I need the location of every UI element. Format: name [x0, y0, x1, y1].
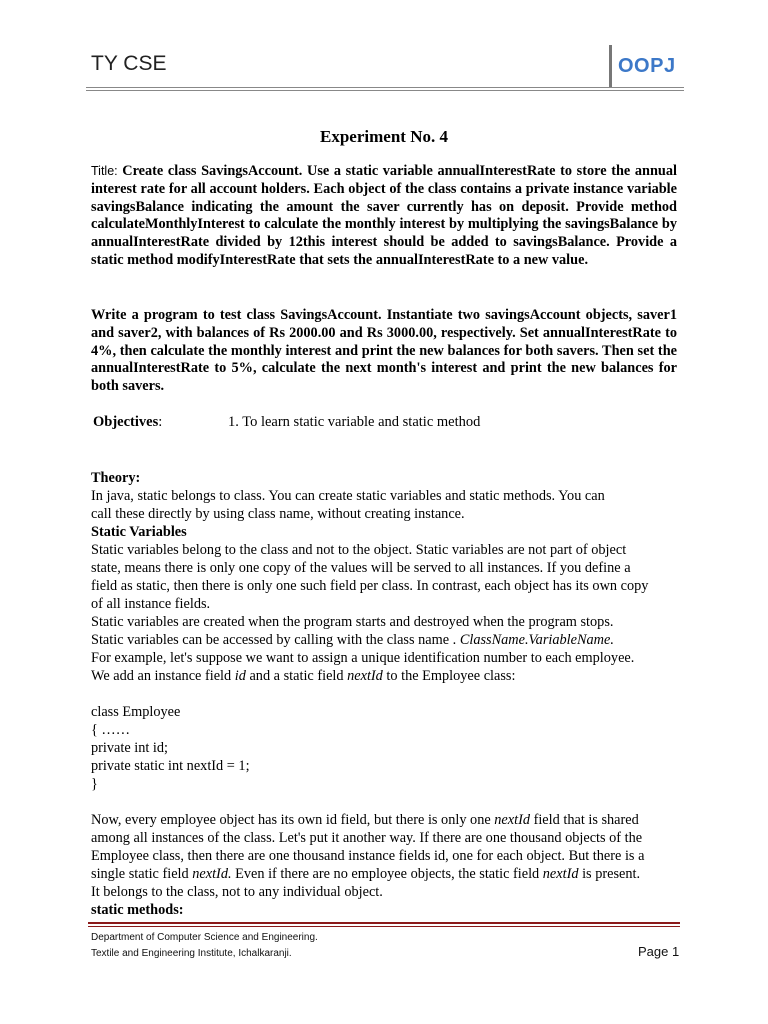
- theory-text: single static field nextId. Even if there are no employee objects, the static field nextId is present.: [91, 866, 641, 882]
- code-line: private static int nextId = 1;: [91, 758, 250, 774]
- title-paragraph: [91, 163, 677, 270]
- footer-department: Department of Computer Science and Engineering.: [91, 932, 318, 943]
- theory-text: Employee class, then there are one thousand instance fields id, one for each object. But there is a: [91, 848, 645, 864]
- theory-text: field as static, then there is only one such field per class. In contrast, each object has its own copy: [91, 578, 649, 594]
- theory-text: Now, every employee object has its own id field, but there is only one nextId field that is shared: [91, 812, 639, 828]
- title-label: Title:: [91, 164, 118, 178]
- title-text: Create class SavingsAccount. Use a static variable annualInterestRate to store the annual interest rate for all account holders. Each object of the class contains a private instance variable savingsBalance indicating the amount the saver currently has on deposit. Provide method calculateMonthlyInterest to calculate the monthly interest by multiplying the savingsBalance by annualInterestRate divided by 12this interest should be added to savingsBalance. Provide a static method modifyInterestRate that sets the annualInterestRate to a new value.: [91, 163, 677, 268]
- subject-label: OOPJ: [618, 55, 676, 77]
- theory-text: In java, static belongs to class. You can create static variables and static methods. You can: [91, 488, 605, 504]
- header-rule: [86, 87, 684, 88]
- header-rule-2: [86, 90, 684, 91]
- static-variables-heading: Static Variables: [91, 524, 187, 540]
- theory-text: Static variables can be accessed by calling with the class name . ClassName.VariableName.: [91, 632, 614, 648]
- theory-text: Static variables are created when the program starts and destroyed when the program stops.: [91, 614, 614, 630]
- theory-text: It belongs to the class, not to any individual object.: [91, 884, 383, 900]
- theory-text: For example, let's suppose we want to assign a unique identification number to each employee.: [91, 650, 635, 666]
- footer-rule-2: [88, 926, 680, 927]
- experiment-title: Experiment No. 4: [320, 127, 448, 146]
- footer-institute: Textile and Engineering Institute, Ichalkaranji.: [91, 948, 292, 959]
- page-number: Page 1: [638, 944, 680, 959]
- theory-section: [91, 469, 681, 919]
- code-line: class Employee: [91, 704, 181, 720]
- code-line: { ……: [91, 722, 131, 738]
- theory-text: state, means there is only one copy of the values will be served to all instances. If you define a: [91, 560, 631, 576]
- course-label: TY CSE: [91, 52, 167, 75]
- code-line: private int id;: [91, 740, 169, 756]
- footer-rule: [88, 922, 680, 924]
- objectives-label: Objectives:: [93, 414, 163, 430]
- program-paragraph: Write a program to test class SavingsAccount. Instantiate two savingsAccount objects, saver1 and saver2, with balances of Rs 2000.00 and Rs 3000.00, respectively. Set annualInterestRate to 4%, then calculate the monthly interest and print the new balances for both savers. Then set the annualInterestRate to 5%, calculate the next month's interest and print the new balances for both savers.: [91, 307, 677, 395]
- theory-text: of all instance fields.: [91, 596, 211, 612]
- theory-heading: Theory:: [91, 470, 141, 486]
- theory-text: Static variables belong to the class and not to the object. Static variables are not part of object: [91, 542, 627, 558]
- theory-text: call these directly by using class name, without creating instance.: [91, 506, 465, 522]
- theory-text: among all instances of the class. Let's put it another way. If there are one thousand objects of the: [91, 830, 643, 846]
- header-divider: [609, 45, 612, 87]
- objectives-text: 1. To learn static variable and static method: [228, 414, 481, 430]
- static-methods-heading: static methods:: [91, 902, 184, 918]
- theory-text: We add an instance field id and a static field nextId to the Employee class:: [91, 668, 516, 684]
- code-line: }: [91, 776, 98, 792]
